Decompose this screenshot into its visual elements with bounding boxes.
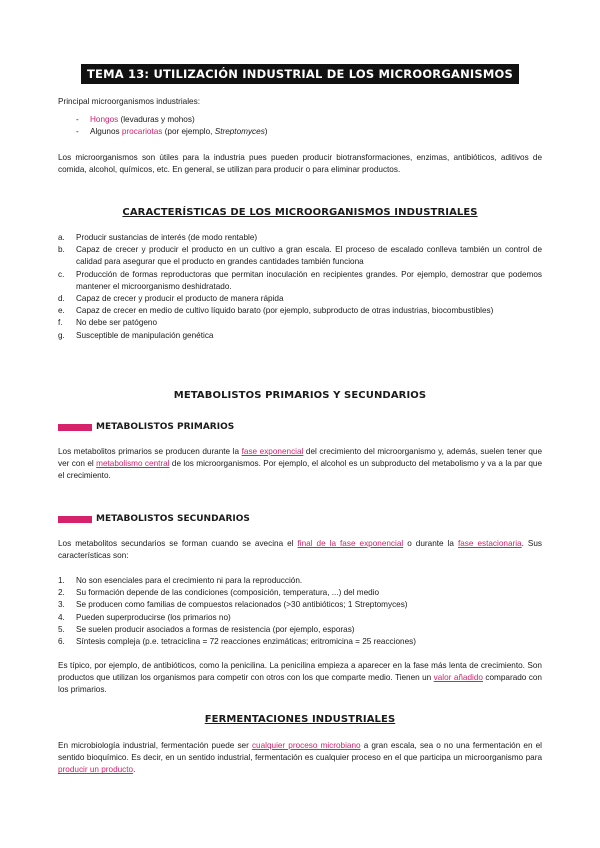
secundarios-list [58,575,542,648]
page-title: TEMA 13: UTILIZACIÓN INDUSTRIAL DE LOS MICROORGANISMOS [81,64,519,84]
list-item: e. Capaz de crecer en medio de cultivo líquido barato (por ejemplo, subproducto de otras industrias, biocombustibles) [58,306,494,316]
list-item: 4. Pueden superproducirse (los primarios no) [58,612,231,622]
list-item: 3. Se producen como familias de compuestos relacionados (>30 antibióticos; 1 Streptomyces) [58,600,408,610]
subheading-secundarios: METABOLISTOS SECUNDARIOS [58,514,250,524]
list-item: - Algunos procariotas (por ejemplo, Streptomyces) [58,126,542,138]
caracteristicas-list [58,232,542,342]
secundarios-closing: Es típico, por ejemplo, de antibióticos, como la penicilina. La penicilina empieza a aparecer en la fase más lenta de crecimiento. Son productos que utilizan los organismos para competir con otros con los que comparte medio. Tienen un valor añadido comparado con los primarios. [58,661,542,695]
list-item: c. Producción de formas reproductoras que permitan inoculación en recipientes grandes. Por ejemplo, demostrar que podemos mantener el microorganismo deshidratado. [58,269,542,291]
fermentaciones-paragraph: En microbiología industrial, fermentación puede ser cualquier proceso microbiano a gran escala, sea o no una fermentación en el sentido bioquímico. Es decir, en un sentido industrial, fermentación es cualquier proceso en el que participa un microorganismo para producir un producto. [58,741,542,775]
primarios-paragraph: Los metabolitos primarios se producen durante la fase exponencial del crecimiento del microorganismo y, además, suelen tener que ver con el metabolismo central de los microorganismos. Por ejemplo, el alcohol es un subproducto del metabolismo y va a la par que el crecimiento. [58,447,543,481]
list-item: b. Capaz de crecer y producir el producto en un cultivo a gran escala. El proceso de escalado conlleva también un control de calidad para asegurar que el producto en grandes cantidades también funciona [58,245,542,267]
section-heading-metabolitos: METABOLISTOS PRIMARIOS Y SECUNDARIOS [173,390,427,401]
intro-list [58,114,542,138]
section-heading-fermentaciones: FERMENTACIONES INDUSTRIALES [204,714,396,725]
list-item: 1. No son esenciales para el crecimiento ni para la reproducción. [58,576,303,585]
intro-paragraph: Los microorganismos son útiles para la industria pues pueden producir biotransformaciones, enzimas, antibióticos, aditivos de comida, alcohol, químicos, etc. En general, se utilizan para producir o para eliminar productos. [58,153,542,175]
list-item: - Hongos (levaduras y mohos) [58,114,542,126]
list-item: a. Producir sustancias de interés (de modo rentable) [58,233,258,242]
pink-marker-bar [58,424,92,431]
pink-marker-bar [58,516,92,523]
list-item: f. No debe ser patógeno [58,318,158,328]
list-item: 2. Su formación depende de las condiciones (composición, temperatura, ...) del medio [58,588,380,598]
list-item: g. Susceptible de manipulación genética [58,330,214,340]
secundarios-paragraph: Los metabolitos secundarios se forman cuando se avecina el final de la fase exponencial o durante la fase estacionaria. Sus características son: [58,539,542,561]
subheading-primarios: METABOLISTOS PRIMARIOS [58,422,234,432]
list-item: 5. Se suelen producir asociados a formas de resistencia (por ejemplo, esporas) [58,624,355,634]
list-item: d. Capaz de crecer y producir el producto de manera rápida [58,294,284,304]
intro-lead: Principal microorganismos industriales: [58,97,200,106]
title-wrap [0,64,600,84]
list-item: 6. Síntesis compleja (p.e. tetraciclina = 72 reacciones enzimáticas; eritromicina = 25 reacciones) [58,637,416,647]
section-heading-caracteristicas: CARACTERÍSTICAS DE LOS MICROORGANISMOS INDUSTRIALES [122,207,478,218]
